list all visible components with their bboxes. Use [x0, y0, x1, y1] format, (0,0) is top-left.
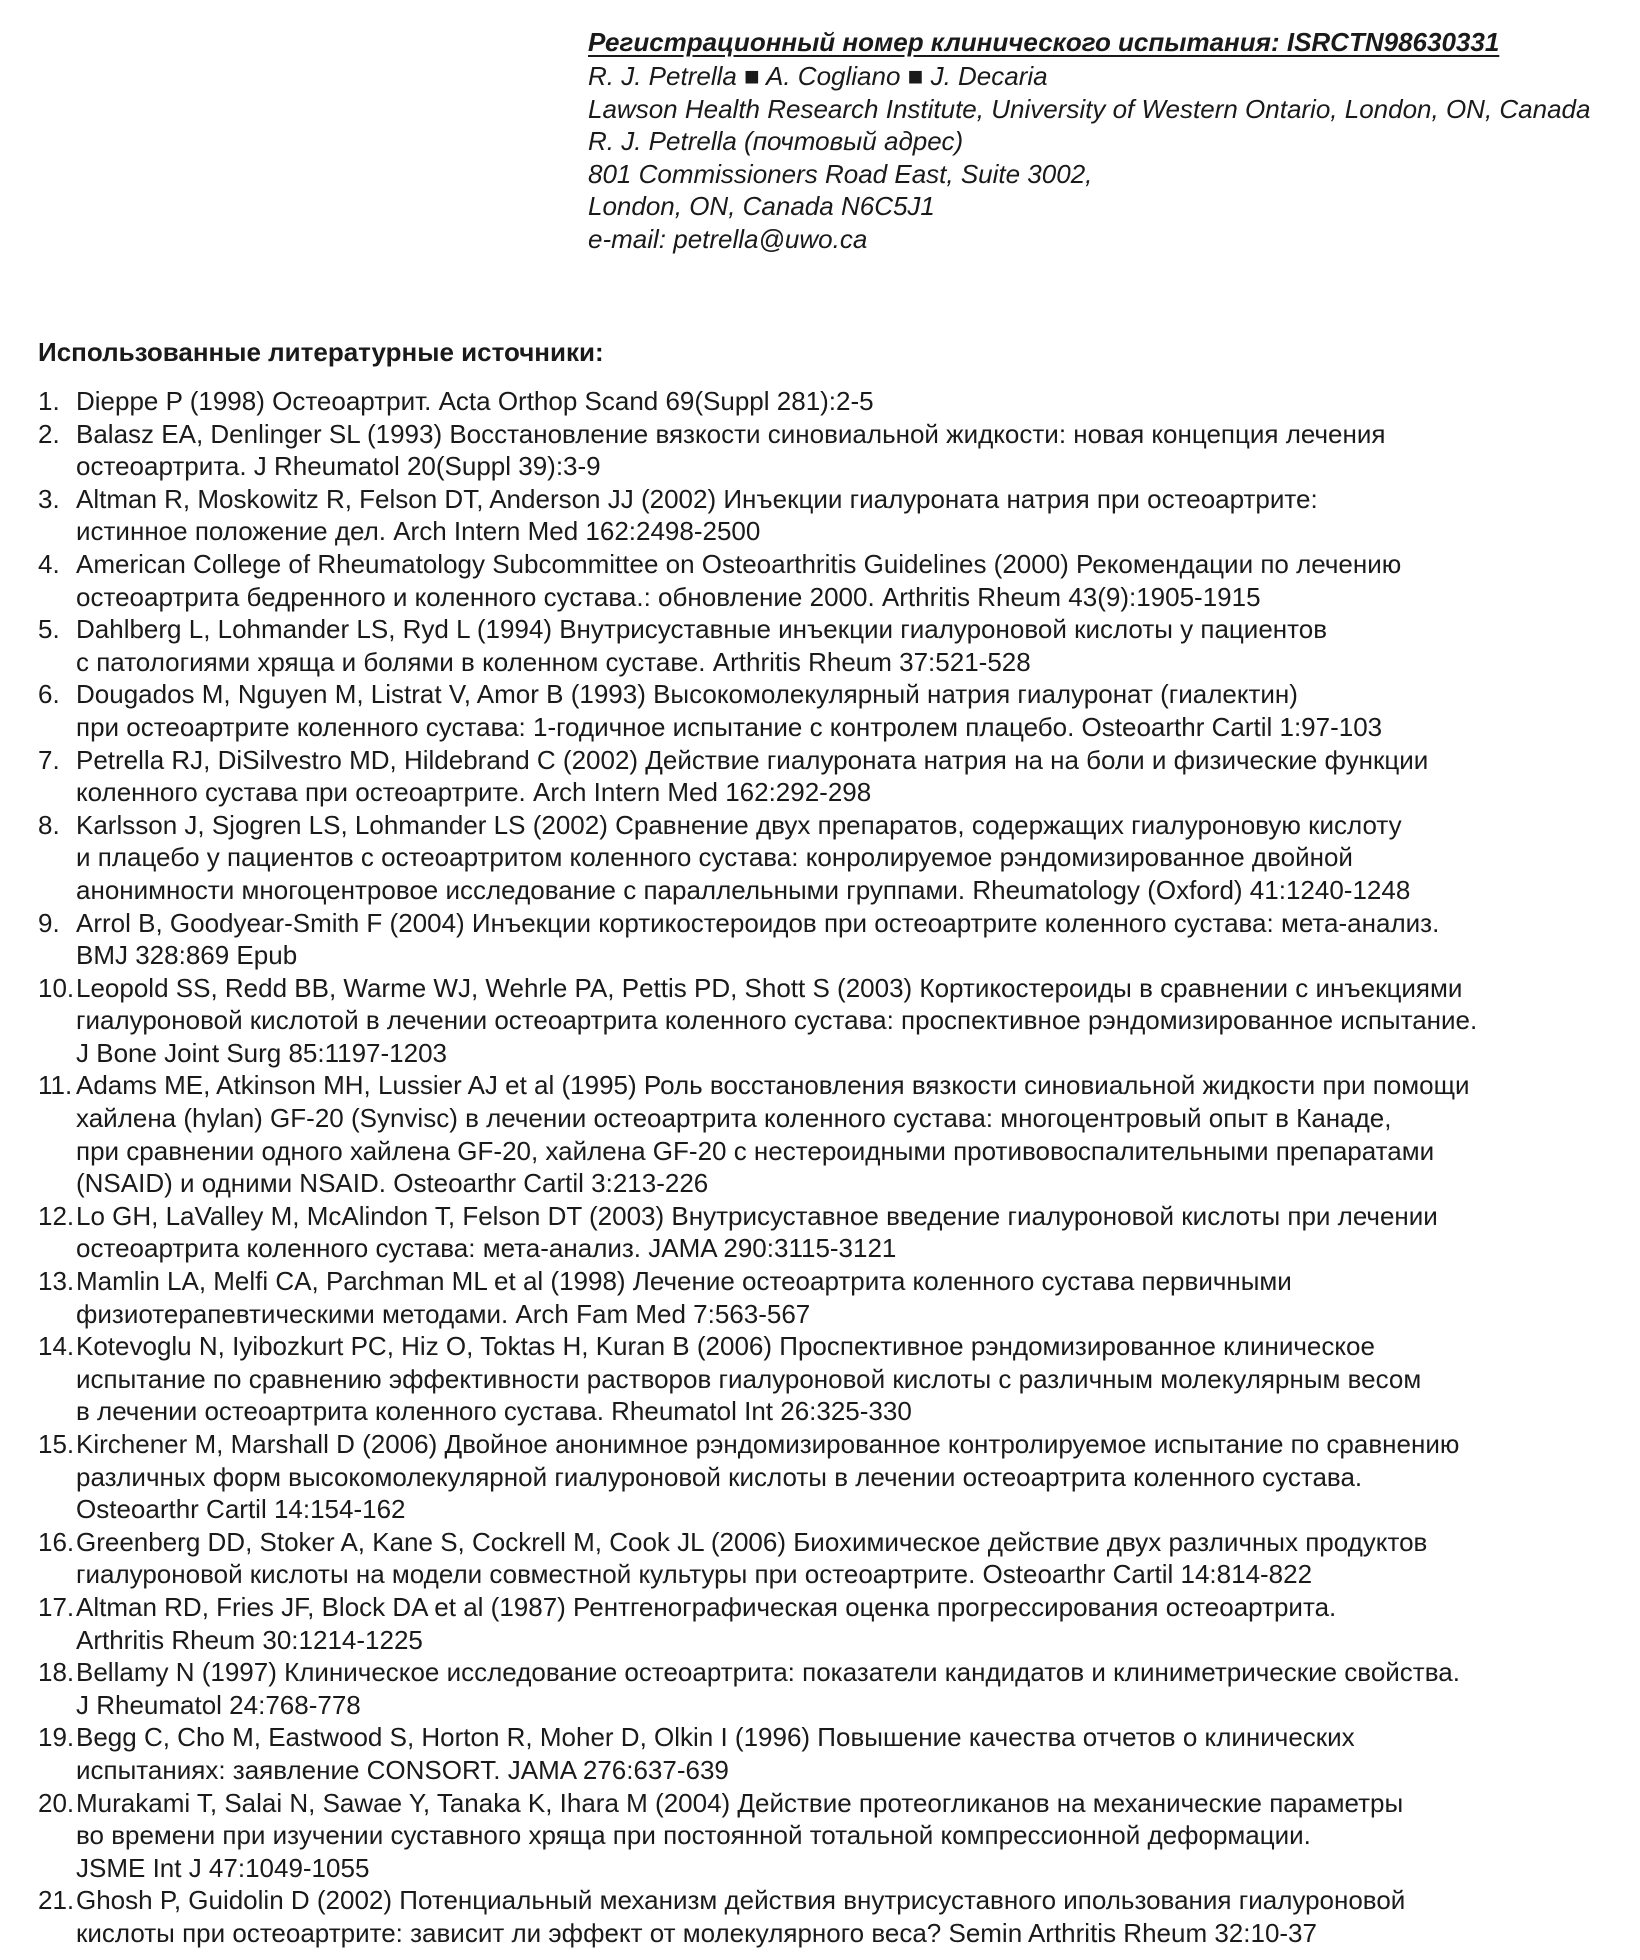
reference-text-line: Leopold SS, Redd BB, Warme WJ, Wehrle PA, Pettis PD, Shott S (2003) Кортикостероиды в сравнении с инъекциями: [76, 972, 1463, 1003]
reference-item: [38, 1884, 1638, 1949]
reference-number: 15.: [38, 1429, 75, 1459]
reference-number: 3.: [38, 483, 60, 514]
reference-text-line: испытание по сравнению эффективности растворов гиалуроновой кислоты с различным молекулярным весом: [76, 1363, 1422, 1394]
reference-number: 9.: [38, 907, 60, 938]
reference-text-line: Arrol B, Goodyear-Smith F (2004) Инъекции кортикостероидов при остеоартрите коленного сустава: мета-анализ.: [76, 907, 1440, 938]
reference-text-line: Murakami T, Salai N, Sawae Y, Tanaka K, Ihara M (2004) Действие протеогликанов на механические параметры: [76, 1787, 1404, 1818]
reference-item: [38, 613, 1638, 678]
reference-item: [38, 809, 1638, 907]
reference-number: 11.: [38, 1070, 73, 1101]
street-address-line: 801 Commissioners Road East, Suite 3002,: [588, 158, 1093, 189]
reference-item: [38, 1787, 1638, 1885]
reference-text-line: при сравнении одного хайлена GF-20, хайлена GF-20 с нестероидными противовоспалительными препаратами: [76, 1135, 1435, 1166]
reference-text-line: Adams ME, Atkinson MH, Lussier AJ et al (1995) Роль восстановления вязкости синовиальной жидкости при помощи: [76, 1070, 1470, 1101]
reference-number: 14.: [38, 1331, 75, 1362]
reference-text-line: Arthritis Rheum 30:1214-1225: [76, 1624, 423, 1655]
reference-text-line: остеоартрита. J Rheumatol 20(Suppl 39):3-9: [76, 451, 601, 482]
reference-text-line: J Rheumatol 24:768-778: [76, 1689, 361, 1720]
reference-item: [38, 548, 1638, 613]
reference-text-line: Dahlberg L, Lohmander LS, Ryd L (1994) Внутрисуставные инъекции гиалуроновой кислоты у пациентов: [76, 614, 1328, 645]
reference-text-line: American College of Rheumatology Subcommittee on Osteoarthritis Guidelines (2000) Рекомендации по лечению: [76, 548, 1402, 579]
reference-number: 10.: [38, 972, 75, 1003]
reference-item: [38, 972, 1638, 1070]
reference-text-line: гиалуроновой кислоты на модели совместной культуры при остеоартрите. Osteoarthr Cartil 14:814-822: [76, 1559, 1313, 1590]
reference-text-line: в лечении остеоартрита коленного сустава. Rheumatol Int 26:325-330: [76, 1396, 912, 1427]
reference-item: [38, 1656, 1638, 1721]
reference-item: [38, 1265, 1638, 1330]
reference-text-line: физиотерапевтическими методами. Arch Fam Med 7:563-567: [76, 1298, 811, 1329]
reference-text-line: Dougados M, Nguyen M, Listrat V, Amor B (1993) Высокомолекулярный натрия гиалуронат (гиалектин): [76, 679, 1298, 710]
reference-number: 5.: [38, 614, 60, 645]
reference-text-line: Lo GH, LaValley M, McAlindon T, Felson DT (2003) Внутрисуставное введение гиалуроновой кислоты при лечении: [76, 1200, 1438, 1231]
reference-text-line: Greenberg DD, Stoker A, Kane S, Cockrell M, Cook JL (2006) Биохимическое действие двух различных продуктов: [76, 1526, 1428, 1557]
reference-text-line: Karlsson J, Sjogren LS, Lohmander LS (2002) Сравнение двух препаратов, содержащих гиалуроновую кислоту: [76, 809, 1402, 840]
reference-number: 21.: [38, 1885, 75, 1916]
reference-item: [38, 418, 1638, 483]
reference-number: 1.: [38, 386, 60, 416]
reference-item: [38, 1069, 1638, 1199]
postal-address-label: R. J. Petrella (почтовый адрес): [588, 126, 964, 156]
reference-item: [38, 678, 1638, 743]
reference-text-line: Bellamy N (1997) Клиническое исследование остеоартрита: показатели кандидатов и клиниметрические свойства.: [76, 1657, 1460, 1688]
references-title: Использованные литературные источники:: [38, 337, 604, 367]
reference-number: 13.: [38, 1266, 75, 1297]
authors-line: R. J. Petrella ■ A. Cogliano ■ J. Decaria: [588, 61, 1048, 91]
reference-item: [38, 1428, 1638, 1526]
reference-text-line: BMJ 328:869 Epub: [76, 940, 298, 971]
reference-text-line: остеоартрита коленного сустава: мета-анализ. JAMA 290:3115-3121: [76, 1233, 897, 1264]
reference-text-line: и плацебо у пациентов с остеоартритом коленного сустава: конролируемое рэндомизированное двойной: [76, 842, 1353, 873]
reference-number: 16.: [38, 1526, 75, 1557]
city-address-line: London, ON, Canada N6C5J1: [588, 191, 935, 221]
reference-text-line: Mamlin LA, Melfi CA, Parchman ML et al (1998) Лечение остеоартрита коленного сустава первичными: [76, 1266, 1292, 1297]
reference-text-line: различных форм высокомолекулярной гиалуроновой кислоты в лечении остеоартрита коленного сустава.: [76, 1461, 1363, 1492]
reference-text-line: Ghosh P, Guidolin D (2002) Потенциальный механизм действия внутрисуставного ипользования гиалуроновой: [76, 1885, 1406, 1916]
reference-number: 7.: [38, 744, 60, 775]
reference-item: [38, 1200, 1638, 1265]
reference-text-line: коленного сустава при остеоартрите. Arch Intern Med 162:292-298: [76, 777, 872, 808]
reference-text-line: (NSAID) и одними NSAID. Osteoarthr Cartil 3:213-226: [76, 1168, 709, 1199]
reference-text-line: испытаниях: заявление CONSORT. JAMA 276:637-639: [76, 1754, 729, 1785]
reference-item: [38, 483, 1638, 548]
reference-text-line: Altman RD, Fries JF, Block DA et al (1987) Рентгенографическая оценка прогрессирования остеоартрита.: [76, 1591, 1337, 1622]
reference-text-line: хайлена (hylan) GF-20 (Synvisc) в лечении остеоартрита коленного сустава: многоцентровый опыт в Канаде,: [76, 1103, 1392, 1134]
trial-info-block: [588, 24, 1640, 255]
reference-text-line: истинное положение дел. Arch Intern Med 162:2498-2500: [76, 516, 761, 547]
reference-number: 8.: [38, 809, 60, 840]
reference-number: 4.: [38, 548, 60, 579]
institution-line: Lawson Health Research Institute, University of Western Ontario, London, ON, Canada: [588, 93, 1591, 124]
reference-number: 2.: [38, 418, 60, 449]
reference-text-line: Begg C, Cho M, Eastwood S, Horton R, Moher D, Olkin I (1996) Повышение качества отчетов о клинических: [76, 1722, 1355, 1753]
reference-text-line: кислоты при остеоартрите: зависит ли эффект от молекулярного веса? Semin Arthritis Rheum 32:10-37: [76, 1917, 1317, 1948]
reference-item: [38, 1721, 1638, 1786]
reference-text-line: с патологиями хряща и болями в коленном суставе. Arthritis Rheum 37:521-528: [76, 646, 1031, 677]
reference-list: [38, 385, 1638, 1950]
reference-item: [38, 385, 1638, 418]
reference-item: [38, 907, 1638, 972]
reference-text-line: J Bone Joint Surg 85:1197-1203: [76, 1037, 448, 1068]
reference-text-line: Petrella RJ, DiSilvestro MD, Hildebrand C (2002) Действие гиалуроната натрия на на боли и физические функции: [76, 744, 1429, 775]
reference-number: 18.: [38, 1657, 75, 1688]
reference-number: 6.: [38, 679, 60, 710]
reference-text-line: гиалуроновой кислотой в лечении остеоартрита коленного сустава: проспективное рэндомизированное испытание.: [76, 1005, 1478, 1036]
reference-item: [38, 1330, 1638, 1428]
reference-item: [38, 1526, 1638, 1591]
reference-item: [38, 1591, 1638, 1656]
reference-text-line: Kotevoglu N, Iyibozkurt PC, Hiz O, Toktas H, Kuran B (2006) Проспективное рэндомизированное клиническое: [76, 1331, 1375, 1362]
reference-text-line: во времени при изучении суставного хряща при постоянной тотальной компрессионной деформации.: [76, 1820, 1311, 1851]
reference-text-line: Kirchener M, Marshall D (2006) Двойное анонимное рэндомизированное контролируемое испытание по сравнению: [76, 1429, 1460, 1459]
reference-text-line: остеоартрита бедренного и коленного сустава.: обновление 2000. Arthritis Rheum 43(9):1905-1915: [76, 581, 1261, 612]
reference-text-line: Osteoarthr Cartil 14:154-162: [76, 1494, 406, 1525]
reference-number: 12.: [38, 1200, 75, 1231]
reference-text-line: Balasz EA, Denlinger SL (1993) Восстановление вязкости синовиальной жидкости: новая концепция лечения: [76, 418, 1386, 449]
reference-text-line: JSME Int J 47:1049-1055: [76, 1852, 370, 1883]
reference-text-line: Dieppe P (1998) Остеоартрит. Acta Orthop Scand 69(Suppl 281):2-5: [76, 386, 874, 416]
reference-text-line: Altman R, Moskowitz R, Felson DT, Anderson JJ (2002) Инъекции гиалуроната натрия при остеоартрите:: [76, 483, 1318, 514]
reference-text-line: при остеоартрите коленного сустава: 1-годичное испытание с контролем плацебо. Osteoarthr Cartil 1:97-103: [76, 711, 1383, 742]
reference-text-line: анонимности многоцентровое исследование с параллельными группами. Rheumatology (Oxford) 41:1240-1248: [76, 874, 1411, 905]
reference-number: 19.: [38, 1722, 75, 1753]
reference-item: [38, 744, 1638, 809]
reference-number: 20.: [38, 1787, 75, 1818]
reference-number: 17.: [38, 1591, 75, 1622]
registration-number: Регистрационный номер клинического испытания: ISRCTN98630331: [588, 27, 1500, 57]
email-line: e-mail: petrella@uwo.ca: [588, 223, 868, 254]
